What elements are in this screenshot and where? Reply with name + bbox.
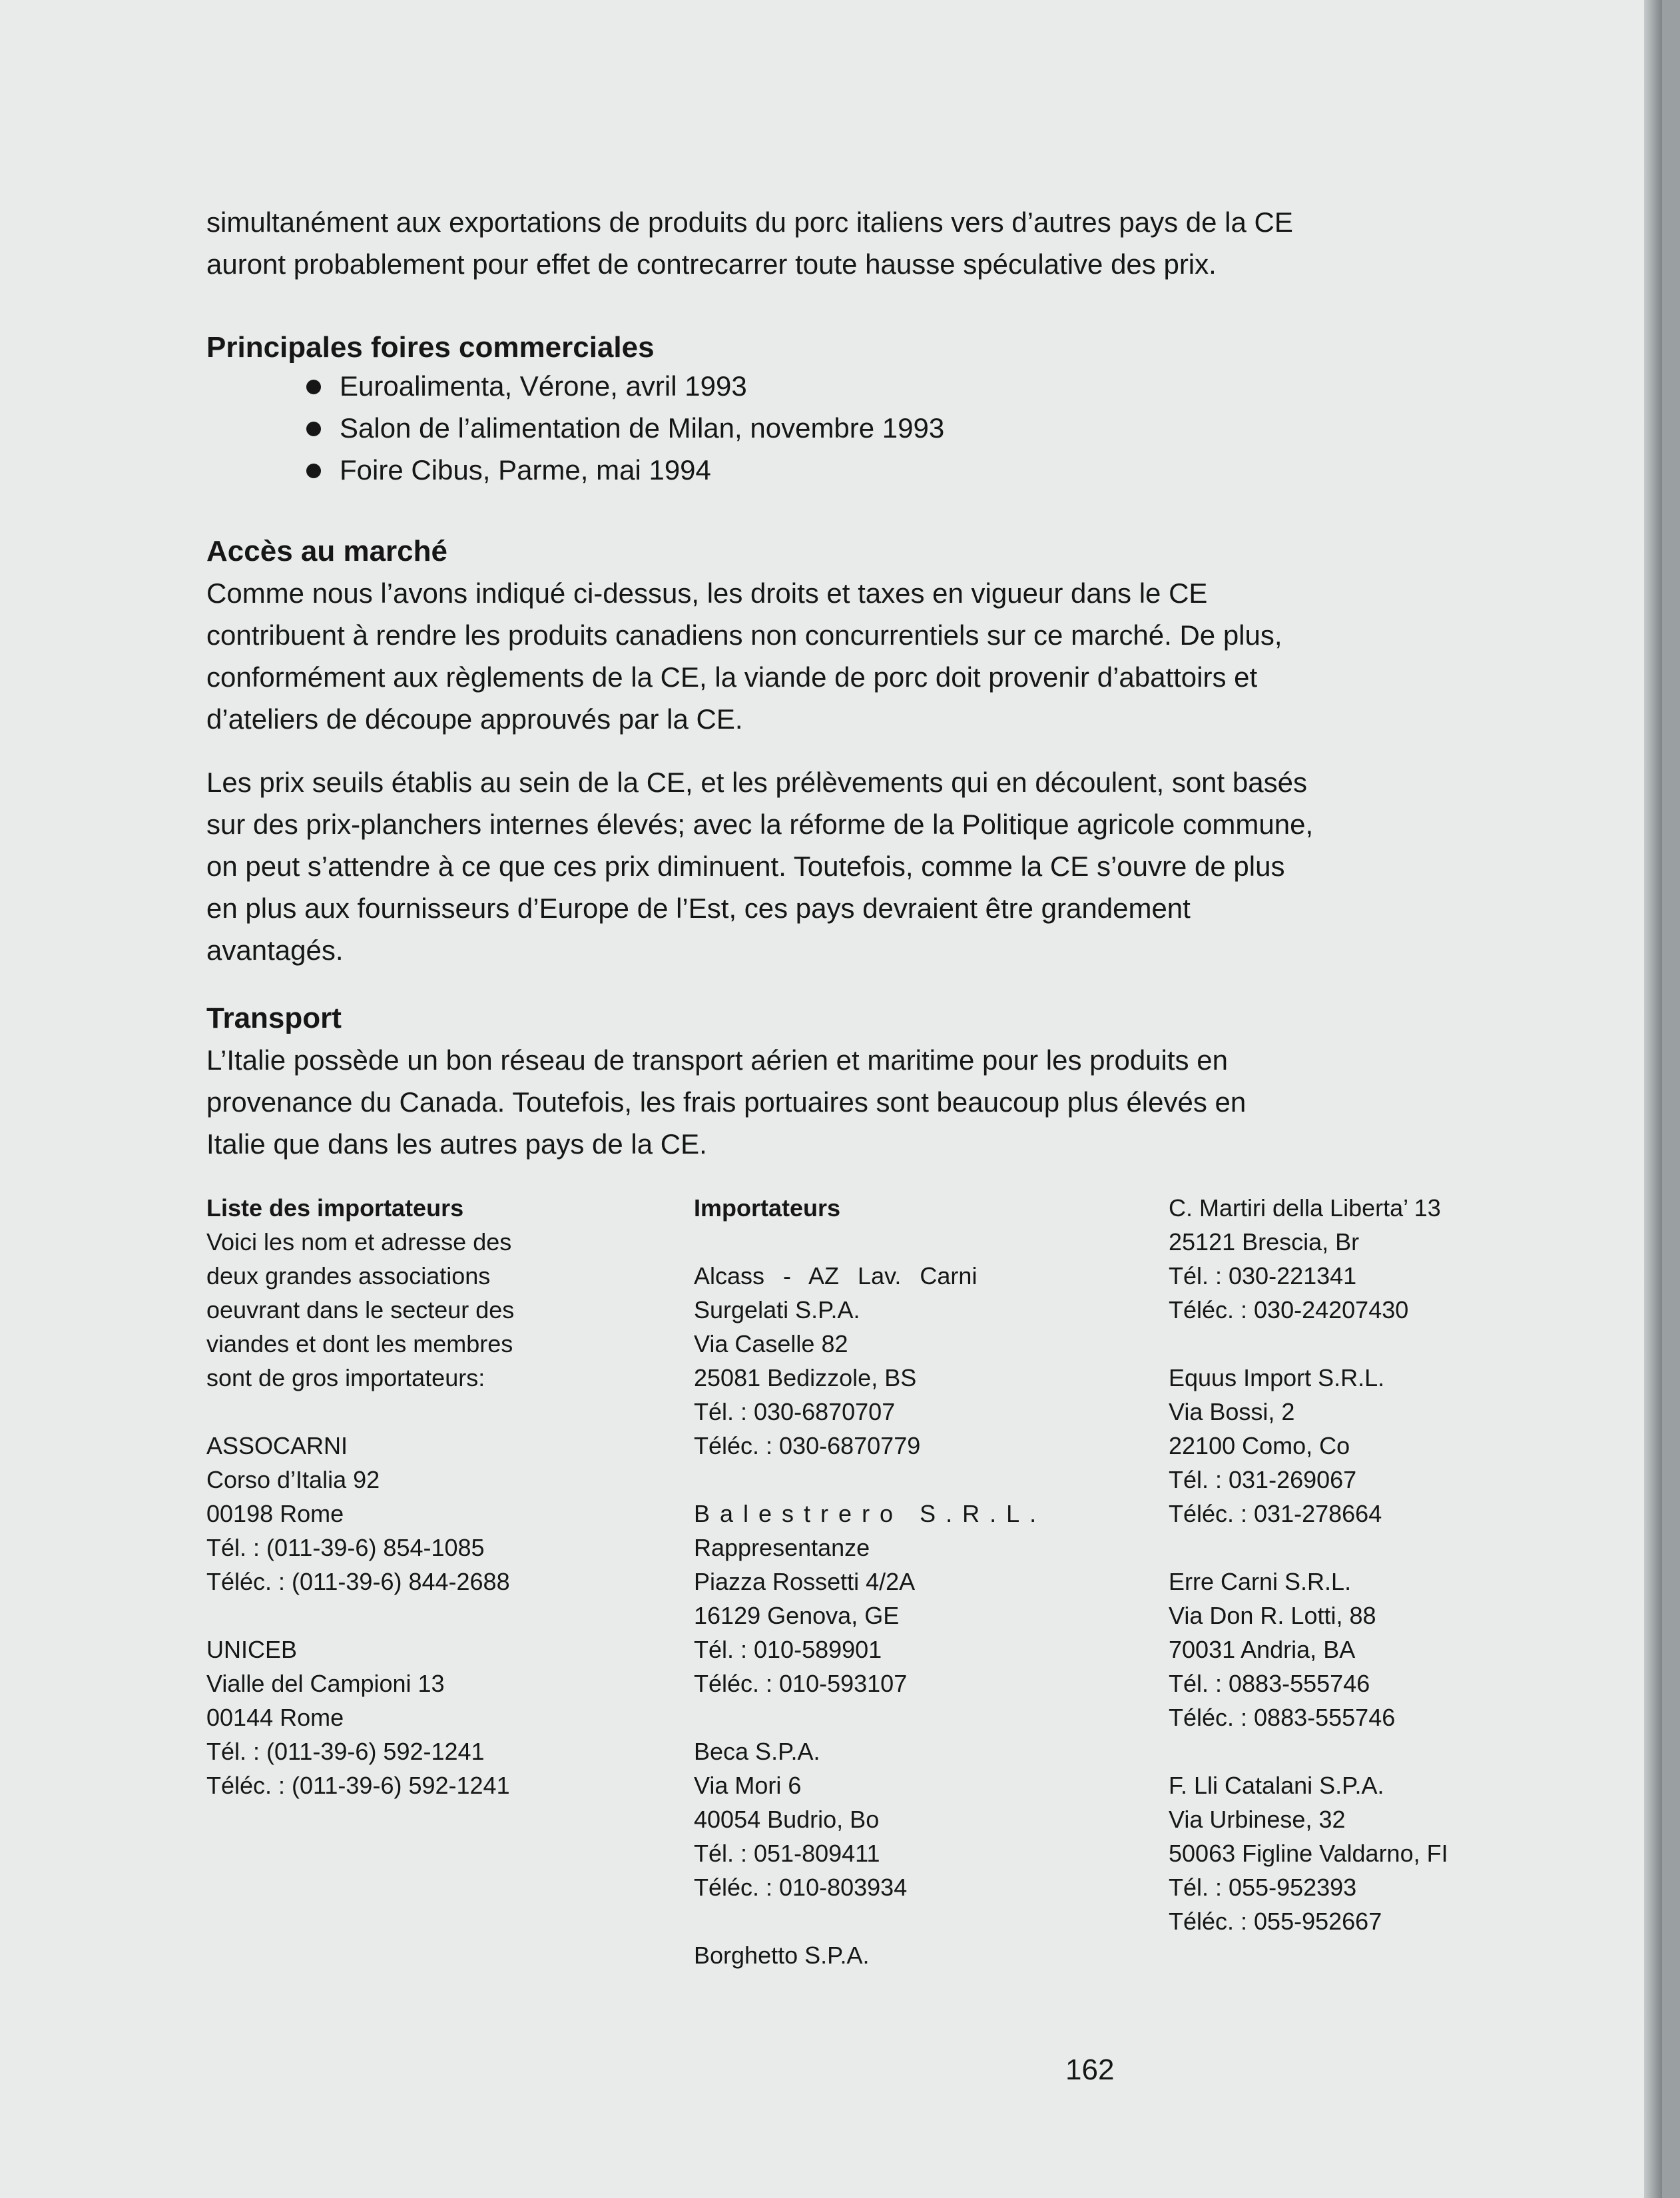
page-edge-shadow <box>1644 0 1662 2198</box>
importers-list-column <box>206 1191 553 1836</box>
transport-heading: Transport <box>206 1002 342 1034</box>
association-entry <box>206 1633 553 1802</box>
importer-entry <box>1169 1768 1541 1938</box>
market-access-paragraph-1 <box>206 572 1532 740</box>
text-line: Italie que dans les autres pays de la CE. <box>206 1128 707 1160</box>
importer-entry <box>694 1734 1040 1904</box>
address-line: Surgelati S.P.A. <box>694 1296 860 1323</box>
intro-paragraph <box>206 201 1532 285</box>
importer-entry <box>1169 1361 1541 1531</box>
address-line: UNICEB <box>206 1636 298 1663</box>
address-line: Via Mori 6 <box>694 1772 802 1799</box>
address-line: Tél. : (011-39-6) 854-1085 <box>206 1534 485 1561</box>
text-line: sur des prix-planchers internes élevés; avec la réforme de la Politique agricole commune, <box>206 809 1314 840</box>
address-line: Téléc. : 030-6870779 <box>694 1432 921 1459</box>
address-line: Tél. : 055-952393 <box>1169 1874 1357 1901</box>
text-line: avantagés. <box>206 934 344 966</box>
page-number: 162 <box>1065 2053 1115 2086</box>
importers-heading: Importateurs <box>694 1194 841 1222</box>
market-access-paragraph-2 <box>206 761 1532 971</box>
text-line: viandes et dont les membres <box>206 1330 513 1357</box>
fairs-list <box>306 365 944 491</box>
address-line: F. Lli Catalani S.P.A. <box>1169 1772 1384 1799</box>
address-line: 40054 Budrio, Bo <box>694 1806 880 1833</box>
address-line: Via Urbinese, 32 <box>1169 1806 1346 1833</box>
address-line: Tél. : 051-809411 <box>694 1840 880 1867</box>
address-line: 50063 Figline Valdarno, FI <box>1169 1840 1448 1867</box>
address-line: Borghetto S.P.A. <box>694 1942 870 1969</box>
address-line: Via Bossi, 2 <box>1169 1398 1295 1425</box>
importer-entry <box>1169 1191 1541 1327</box>
address-line: Téléc. : (011-39-6) 844-2688 <box>206 1568 510 1595</box>
text-line: d’ateliers de découpe approuvés par la CE. <box>206 703 743 735</box>
address-line: 22100 Como, Co <box>1169 1432 1350 1459</box>
address-line: Téléc. : 055-952667 <box>1169 1908 1382 1935</box>
address-line: Tél. : 0883-555746 <box>1169 1670 1370 1697</box>
importers-list-intro <box>206 1225 553 1395</box>
address-line: 16129 Genova, GE <box>694 1602 900 1629</box>
address-line: Erre Carni S.R.L. <box>1169 1568 1352 1595</box>
text-line: L’Italie possède un bon réseau de transport aérien et maritime pour les produits en <box>206 1044 1228 1076</box>
address-line: Alcass - AZ Lav. Carni <box>694 1262 978 1289</box>
text-line: provenance du Canada. Toutefois, les frais portuaires sont beaucoup plus élevés en <box>206 1086 1247 1118</box>
address-line: Téléc. : 010-593107 <box>694 1670 908 1697</box>
address-line: Tél. : 030-6870707 <box>694 1398 896 1425</box>
text-line: Comme nous l’avons indiqué ci-dessus, les droits et taxes en vigueur dans le CE <box>206 577 1208 609</box>
address-line: Corso d’Italia 92 <box>206 1466 380 1493</box>
address-line: 25121 Brescia, Br <box>1169 1228 1360 1256</box>
text-line: contribuent à rendre les produits canadiens non concurrentiels sur ce marché. De plus, <box>206 619 1282 651</box>
address-line: 00144 Rome <box>206 1704 344 1731</box>
address-line: Piazza Rossetti 4/2A <box>694 1568 916 1595</box>
text-line: simultanément aux exportations de produits du porc italiens vers d’autres pays de la CE <box>206 206 1293 238</box>
fairs-heading: Principales foires commerciales <box>206 331 655 364</box>
address-line: Balestrero S.R.L. <box>694 1500 1047 1527</box>
text-line: Les prix seuils établis au sein de la CE, et les prélèvements qui en découlent, sont basés <box>206 767 1307 798</box>
association-entry <box>206 1429 553 1599</box>
importers-middle-column <box>694 1191 1047 2006</box>
importer-entry <box>694 1497 1047 1700</box>
text-line: conformément aux règlements de la CE, la viande de porc doit provenir d’abattoirs et <box>206 661 1258 693</box>
address-line: Tél. : (011-39-6) 592-1241 <box>206 1738 485 1765</box>
text-line: oeuvrant dans le secteur des <box>206 1296 515 1323</box>
address-line: Téléc. : 0883-555746 <box>1169 1704 1396 1731</box>
address-line: Tél. : 030-221341 <box>1169 1262 1357 1289</box>
transport-paragraph <box>206 1039 1532 1165</box>
address-line: Vialle del Campioni 13 <box>206 1670 445 1697</box>
importers-list-heading: Liste des importateurs <box>206 1194 464 1222</box>
text-line: on peut s’attendre à ce que ces prix diminuent. Toutefois, comme la CE s’ouvre de plus <box>206 851 1285 882</box>
importer-entry <box>694 1259 1040 1463</box>
importers-right-column <box>1169 1191 1541 1972</box>
address-line: Rappresentanze <box>694 1534 870 1561</box>
address-line: Téléc. : (011-39-6) 592-1241 <box>206 1772 510 1799</box>
address-line: Equus Import S.R.L. <box>1169 1364 1385 1391</box>
bullet-icon <box>306 380 321 394</box>
text-line: deux grandes associations <box>206 1262 491 1289</box>
address-line: Tél. : 010-589901 <box>694 1636 882 1663</box>
address-line: ASSOCARNI <box>206 1432 348 1459</box>
address-line: Via Caselle 82 <box>694 1330 848 1357</box>
address-line: Téléc. : 010-803934 <box>694 1874 908 1901</box>
address-line: 70031 Andria, BA <box>1169 1636 1356 1663</box>
address-line: 00198 Rome <box>206 1500 344 1527</box>
address-line: Téléc. : 031-278664 <box>1169 1500 1382 1527</box>
text-line: Voici les nom et adresse des <box>206 1228 512 1256</box>
address-line: C. Martiri della Liberta’ 13 <box>1169 1194 1441 1222</box>
text-line: sont de gros importateurs: <box>206 1364 485 1391</box>
text-line: auront probablement pour effet de contrecarrer toute hausse spéculative des prix. <box>206 248 1217 280</box>
address-line: Beca S.P.A. <box>694 1738 820 1765</box>
address-line: Via Don R. Lotti, 88 <box>1169 1602 1376 1629</box>
importer-entry <box>694 1938 1040 1972</box>
address-line: Tél. : 031-269067 <box>1169 1466 1357 1493</box>
text-line: en plus aux fournisseurs d’Europe de l’Est, ces pays devraient être grandement <box>206 893 1191 924</box>
address-line: 25081 Bedizzole, BS <box>694 1364 917 1391</box>
importer-entry <box>1169 1565 1541 1734</box>
list-item: Foire Cibus, Parme, mai 1994 <box>306 449 944 491</box>
bullet-icon <box>306 422 321 436</box>
bullet-icon <box>306 464 321 478</box>
list-item: Salon de l’alimentation de Milan, novembre 1993 <box>306 407 944 449</box>
list-item: Euroalimenta, Vérone, avril 1993 <box>306 365 944 407</box>
address-line: Téléc. : 030-24207430 <box>1169 1296 1409 1323</box>
market-access-heading: Accès au marché <box>206 535 447 567</box>
